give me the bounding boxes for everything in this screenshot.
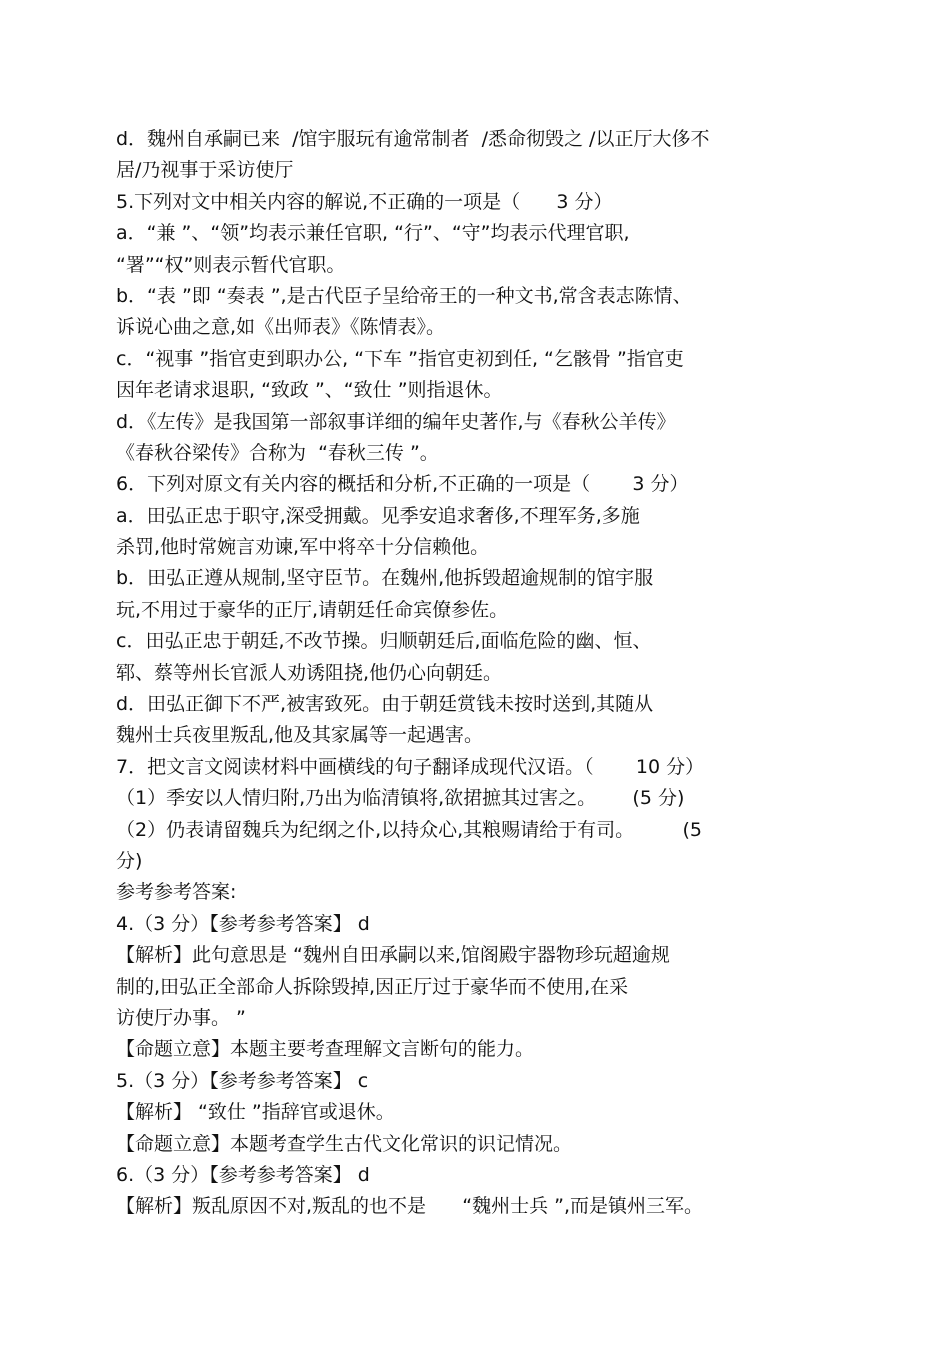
text-line: d．《左传》是我国第一部叙事详细的编年史著作,与《春秋公羊传》 — [116, 410, 676, 433]
text-line: 玩,不用过于豪华的正厅,请朝廷任命宾僚参佐。 — [116, 598, 509, 621]
text-line: d．魏州自承嗣已来 /馆宇服玩有逾常制者 /悉命彻毁之 /以正厅大侈不 — [116, 128, 710, 150]
text-line: 诉说心曲之意,如《出师表》《陈情表》。 — [116, 316, 446, 339]
text-line: 访使厅办事。 ” — [116, 1006, 246, 1029]
text-line: 【解析】 “致仕 ”指辞官或退休。 — [116, 1101, 395, 1124]
document-body — [116, 124, 816, 1223]
text-line: （2）仍表请留魏兵为纪纲之仆,以持众心,其粮赐请给于有司。 (5 — [116, 818, 702, 841]
answer-5: 5.（3 分）【参考参考答案】 c — [116, 1069, 369, 1092]
text-line: 郓、蔡等州长官派人劝诱阻挠,他仍心向朝廷。 — [116, 661, 503, 684]
text-line: 制的,田弘正全部命人拆除毁掉,因正厅过于豪华而不使用,在采 — [116, 975, 629, 998]
text-line: d．田弘正御下不严,被害致死。由于朝廷赏钱未按时送到,其随从 — [116, 693, 654, 716]
answers-heading: 参考参考答案: — [116, 881, 237, 904]
question-5-heading: 5.下列对文中相关内容的解说,不正确的一项是（ 3 分） — [116, 190, 613, 213]
text-line: 杀罚,他时常婉言劝谏,军中将卒十分信赖他。 — [116, 536, 490, 559]
text-line: “署”“权”则表示暂代官职。 — [116, 253, 346, 276]
text-line: 【解析】此句意思是 “魏州自田承嗣以来,馆阁殿宇器物珍玩超逾规 — [116, 944, 670, 967]
text-line: a．“兼 ”、“领”均表示兼任官职, “行”、“守”均表示代理官职, — [116, 222, 630, 245]
text-line: c．“视事 ”指官吏到职办公, “下车 ”指官吏初到任, “乞骸骨 ”指官吏 — [116, 347, 684, 370]
text-line: 分) — [116, 849, 143, 872]
text-line: 【命题立意】本题考查学生古代文化常识的识记情况。 — [116, 1132, 573, 1155]
text-line: c．田弘正忠于朝廷,不改节操。归顺朝廷后,面临危险的幽、恒、 — [116, 630, 652, 653]
text-line: b．田弘正遵从规制,坚守臣节。在魏州,他拆毁超逾规制的馆宇服 — [116, 567, 654, 590]
text-line: （1）季安以人情归附,乃出为临清镇将,欲捃摭其过害之。 (5 分) — [116, 787, 685, 810]
text-line: 居/乃视事于采访使厅 — [116, 159, 294, 182]
text-line: 魏州士兵夜里叛乱,他及其家属等一起遇害。 — [116, 724, 484, 747]
text-line: a．田弘正忠于职守,深受拥戴。见季安追求奢侈,不理军务,多施 — [116, 504, 640, 527]
text-line: 因年老请求退职, “致政 ”、“致仕 ”则指退休。 — [116, 379, 503, 402]
text-line: 【命题立意】本题主要考查理解文言断句的能力。 — [116, 1038, 535, 1061]
question-6-heading: 6．下列对原文有关内容的概括和分析,不正确的一项是（ 3 分） — [116, 473, 689, 496]
answer-6: 6.（3 分）【参考参考答案】 d — [116, 1163, 370, 1186]
text-line: 《春秋谷梁传》合称为 “春秋三传 ”。 — [116, 441, 439, 464]
text-line: b．“表 ”即 “奏表 ”,是古代臣子呈给帝王的一种文书,常含表志陈情、 — [116, 284, 692, 307]
question-7-heading: 7．把文言文阅读材料中画横线的句子翻译成现代汉语。（ 10 分） — [116, 755, 705, 778]
text-line: 【解析】叛乱原因不对,叛乱的也不是 “魏州士兵 ”,而是镇州三军。 — [116, 1195, 704, 1218]
answer-4: 4.（3 分）【参考参考答案】 d — [116, 912, 370, 935]
